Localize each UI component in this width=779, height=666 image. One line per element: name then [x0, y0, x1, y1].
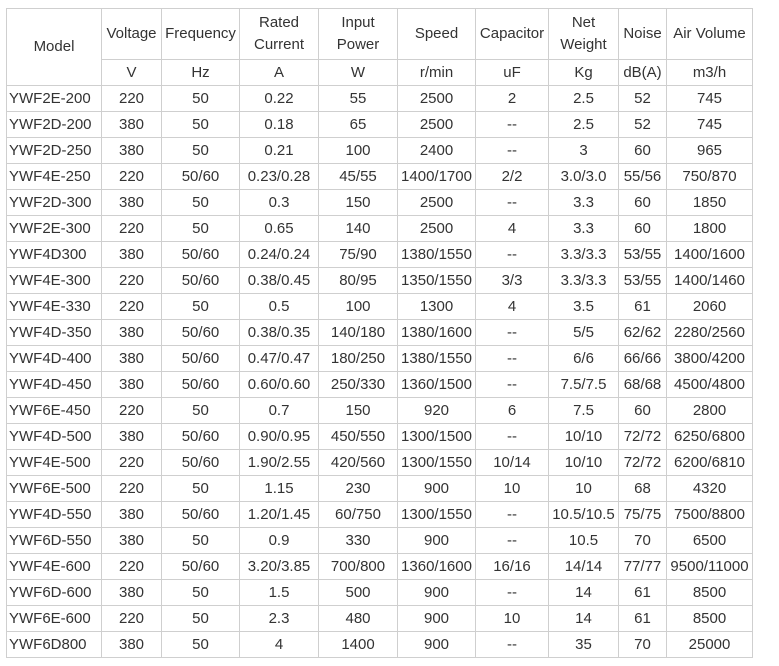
cell-frequency: 50 [162, 606, 240, 632]
cell-model: YWF4E-300 [7, 268, 102, 294]
cell-capacitor: -- [476, 346, 549, 372]
cell-noise: 70 [619, 528, 667, 554]
cell-capacitor: -- [476, 502, 549, 528]
cell-voltage: 220 [102, 554, 162, 580]
table-row [7, 424, 753, 450]
table-row [7, 606, 753, 632]
cell-input-power: 480 [319, 606, 398, 632]
header-voltage-line1: Voltage [106, 25, 157, 42]
cell-air-volume: 3800/4200 [667, 346, 753, 372]
cell-speed: 2500 [398, 190, 476, 216]
cell-speed: 1350/1550 [398, 268, 476, 294]
cell-net-weight: 6/6 [549, 346, 619, 372]
table-row [7, 86, 753, 112]
unit-noise: dB(A) [619, 60, 667, 86]
cell-model: YWF4D-400 [7, 346, 102, 372]
cell-net-weight: 2.5 [549, 112, 619, 138]
cell-capacitor: 10/14 [476, 450, 549, 476]
cell-noise: 61 [619, 294, 667, 320]
cell-input-power: 75/90 [319, 242, 398, 268]
cell-net-weight: 3.3 [549, 190, 619, 216]
cell-air-volume: 6250/6800 [667, 424, 753, 450]
cell-capacitor: -- [476, 320, 549, 346]
cell-model: YWF4D-350 [7, 320, 102, 346]
cell-input-power: 180/250 [319, 346, 398, 372]
cell-voltage: 380 [102, 502, 162, 528]
cell-input-power: 45/55 [319, 164, 398, 190]
cell-model: YWF4E-330 [7, 294, 102, 320]
header-rated-current-line2: Current [253, 36, 305, 53]
cell-net-weight: 3.0/3.0 [549, 164, 619, 190]
cell-speed: 1360/1500 [398, 372, 476, 398]
header-rated-current [240, 9, 319, 60]
cell-rated-current: 0.22 [240, 86, 319, 112]
cell-voltage: 220 [102, 398, 162, 424]
cell-voltage: 220 [102, 164, 162, 190]
cell-input-power: 330 [319, 528, 398, 554]
cell-noise: 61 [619, 606, 667, 632]
cell-capacitor: 2/2 [476, 164, 549, 190]
cell-net-weight: 5/5 [549, 320, 619, 346]
cell-noise: 52 [619, 86, 667, 112]
cell-rated-current: 0.9 [240, 528, 319, 554]
cell-model: YWF4D-500 [7, 424, 102, 450]
cell-voltage: 380 [102, 242, 162, 268]
cell-speed: 920 [398, 398, 476, 424]
cell-rated-current: 0.65 [240, 216, 319, 242]
cell-voltage: 220 [102, 476, 162, 502]
cell-air-volume: 1400/1600 [667, 242, 753, 268]
cell-capacitor: 6 [476, 398, 549, 424]
cell-capacitor: -- [476, 528, 549, 554]
header-input-power-line1: Input [341, 14, 375, 31]
cell-voltage: 380 [102, 190, 162, 216]
cell-net-weight: 2.5 [549, 86, 619, 112]
cell-rated-current: 3.20/3.85 [240, 554, 319, 580]
cell-rated-current: 0.18 [240, 112, 319, 138]
cell-model: YWF4E-500 [7, 450, 102, 476]
cell-speed: 1360/1600 [398, 554, 476, 580]
cell-frequency: 50/60 [162, 242, 240, 268]
table-row [7, 398, 753, 424]
cell-capacitor: -- [476, 112, 549, 138]
cell-rated-current: 0.38/0.35 [240, 320, 319, 346]
cell-speed: 900 [398, 476, 476, 502]
unit-voltage: V [102, 60, 162, 86]
cell-frequency: 50 [162, 86, 240, 112]
cell-air-volume: 4320 [667, 476, 753, 502]
cell-capacitor: 16/16 [476, 554, 549, 580]
cell-air-volume: 6200/6810 [667, 450, 753, 476]
cell-speed: 1300/1550 [398, 450, 476, 476]
cell-rated-current: 0.60/0.60 [240, 372, 319, 398]
header-rated-current-line1: Rated [258, 14, 300, 31]
cell-noise: 52 [619, 112, 667, 138]
cell-voltage: 220 [102, 268, 162, 294]
cell-noise: 61 [619, 580, 667, 606]
cell-voltage: 380 [102, 138, 162, 164]
cell-net-weight: 10.5 [549, 528, 619, 554]
cell-model: YWF6E-450 [7, 398, 102, 424]
cell-frequency: 50/60 [162, 320, 240, 346]
cell-frequency: 50 [162, 398, 240, 424]
cell-voltage: 380 [102, 346, 162, 372]
cell-capacitor: -- [476, 138, 549, 164]
cell-speed: 900 [398, 606, 476, 632]
cell-voltage: 220 [102, 294, 162, 320]
cell-capacitor: -- [476, 424, 549, 450]
unit-input-power: W [319, 60, 398, 86]
cell-net-weight: 7.5 [549, 398, 619, 424]
cell-air-volume: 2060 [667, 294, 753, 320]
cell-net-weight: 10/10 [549, 450, 619, 476]
cell-speed: 1300/1550 [398, 502, 476, 528]
unit-capacitor: uF [476, 60, 549, 86]
cell-speed: 1380/1550 [398, 242, 476, 268]
cell-net-weight: 14/14 [549, 554, 619, 580]
table-row [7, 294, 753, 320]
cell-net-weight: 10 [549, 476, 619, 502]
header-capacitor [476, 9, 549, 60]
table-row [7, 320, 753, 346]
cell-rated-current: 0.21 [240, 138, 319, 164]
cell-capacitor: -- [476, 372, 549, 398]
cell-voltage: 380 [102, 528, 162, 554]
cell-speed: 2500 [398, 112, 476, 138]
cell-model: YWF6E-500 [7, 476, 102, 502]
cell-input-power: 80/95 [319, 268, 398, 294]
fan-spec-table [6, 8, 753, 658]
header-noise [619, 9, 667, 60]
cell-frequency: 50/60 [162, 268, 240, 294]
cell-frequency: 50/60 [162, 424, 240, 450]
cell-model: YWF4D-450 [7, 372, 102, 398]
unit-net-weight: Kg [549, 60, 619, 86]
cell-speed: 1400/1700 [398, 164, 476, 190]
cell-model: YWF2E-300 [7, 216, 102, 242]
cell-rated-current: 0.47/0.47 [240, 346, 319, 372]
header-input-power [319, 9, 398, 60]
cell-air-volume: 745 [667, 112, 753, 138]
cell-frequency: 50 [162, 528, 240, 554]
cell-rated-current: 1.15 [240, 476, 319, 502]
cell-air-volume: 1850 [667, 190, 753, 216]
cell-input-power: 420/560 [319, 450, 398, 476]
cell-noise: 70 [619, 632, 667, 658]
cell-net-weight: 3 [549, 138, 619, 164]
cell-air-volume: 25000 [667, 632, 753, 658]
header-model [7, 9, 102, 86]
cell-noise: 62/62 [619, 320, 667, 346]
cell-model: YWF2D-200 [7, 112, 102, 138]
units-row [7, 60, 753, 86]
cell-frequency: 50/60 [162, 502, 240, 528]
table-row [7, 112, 753, 138]
cell-noise: 75/75 [619, 502, 667, 528]
cell-net-weight: 10/10 [549, 424, 619, 450]
cell-voltage: 220 [102, 606, 162, 632]
cell-capacitor: -- [476, 242, 549, 268]
cell-capacitor: 10 [476, 476, 549, 502]
header-input-power-line2: Power [336, 36, 380, 53]
cell-voltage: 380 [102, 580, 162, 606]
header-speed-line1: Speed [414, 25, 459, 42]
table-row [7, 372, 753, 398]
cell-frequency: 50 [162, 216, 240, 242]
cell-voltage: 220 [102, 216, 162, 242]
cell-noise: 60 [619, 398, 667, 424]
cell-air-volume: 745 [667, 86, 753, 112]
cell-voltage: 380 [102, 112, 162, 138]
cell-speed: 900 [398, 580, 476, 606]
cell-noise: 53/55 [619, 242, 667, 268]
cell-frequency: 50 [162, 632, 240, 658]
cell-input-power: 60/750 [319, 502, 398, 528]
cell-voltage: 380 [102, 372, 162, 398]
table-row [7, 216, 753, 242]
cell-input-power: 55 [319, 86, 398, 112]
table-row [7, 528, 753, 554]
cell-speed: 1380/1600 [398, 320, 476, 346]
cell-frequency: 50 [162, 476, 240, 502]
header-net-weight-line1: Net [571, 14, 596, 31]
cell-capacitor: 2 [476, 86, 549, 112]
cell-net-weight: 3.3/3.3 [549, 242, 619, 268]
cell-noise: 53/55 [619, 268, 667, 294]
table-row [7, 268, 753, 294]
cell-air-volume: 6500 [667, 528, 753, 554]
cell-net-weight: 35 [549, 632, 619, 658]
cell-frequency: 50/60 [162, 346, 240, 372]
table-row [7, 502, 753, 528]
cell-air-volume: 8500 [667, 606, 753, 632]
unit-rated-current: A [240, 60, 319, 86]
cell-model: YWF2D-300 [7, 190, 102, 216]
cell-input-power: 450/550 [319, 424, 398, 450]
cell-input-power: 150 [319, 398, 398, 424]
cell-frequency: 50 [162, 190, 240, 216]
cell-noise: 60 [619, 216, 667, 242]
cell-input-power: 140/180 [319, 320, 398, 346]
spec-table-container [6, 8, 753, 658]
header-model-line1: Model [33, 38, 75, 55]
cell-capacitor: -- [476, 190, 549, 216]
table-row [7, 450, 753, 476]
table-row [7, 632, 753, 658]
cell-input-power: 65 [319, 112, 398, 138]
header-net-weight-line2: Weight [560, 36, 607, 53]
cell-voltage: 220 [102, 450, 162, 476]
cell-noise: 72/72 [619, 424, 667, 450]
cell-frequency: 50 [162, 580, 240, 606]
cell-rated-current: 0.3 [240, 190, 319, 216]
cell-noise: 55/56 [619, 164, 667, 190]
cell-model: YWF4E-600 [7, 554, 102, 580]
cell-model: YWF4E-250 [7, 164, 102, 190]
cell-air-volume: 2280/2560 [667, 320, 753, 346]
header-frequency-line1: Frequency [165, 25, 236, 42]
cell-speed: 2500 [398, 86, 476, 112]
table-row [7, 476, 753, 502]
header-capacitor-line1: Capacitor [479, 25, 545, 42]
cell-speed: 2500 [398, 216, 476, 242]
cell-rated-current: 1.20/1.45 [240, 502, 319, 528]
cell-speed: 1300 [398, 294, 476, 320]
cell-capacitor: 10 [476, 606, 549, 632]
cell-capacitor: 3/3 [476, 268, 549, 294]
cell-capacitor: -- [476, 632, 549, 658]
cell-capacitor: 4 [476, 294, 549, 320]
cell-frequency: 50/60 [162, 372, 240, 398]
cell-air-volume: 9500/11000 [667, 554, 753, 580]
unit-air-volume: m3/h [667, 60, 753, 86]
cell-input-power: 700/800 [319, 554, 398, 580]
cell-noise: 60 [619, 138, 667, 164]
cell-air-volume: 1800 [667, 216, 753, 242]
cell-noise: 72/72 [619, 450, 667, 476]
cell-rated-current: 0.7 [240, 398, 319, 424]
cell-input-power: 500 [319, 580, 398, 606]
cell-net-weight: 14 [549, 580, 619, 606]
cell-frequency: 50 [162, 112, 240, 138]
cell-air-volume: 2800 [667, 398, 753, 424]
table-row [7, 580, 753, 606]
cell-frequency: 50 [162, 138, 240, 164]
cell-speed: 900 [398, 632, 476, 658]
cell-frequency: 50/60 [162, 450, 240, 476]
cell-air-volume: 8500 [667, 580, 753, 606]
cell-net-weight: 3.3 [549, 216, 619, 242]
cell-model: YWF4D300 [7, 242, 102, 268]
table-row [7, 190, 753, 216]
cell-input-power: 100 [319, 294, 398, 320]
cell-model: YWF6D800 [7, 632, 102, 658]
header-voltage [102, 9, 162, 60]
cell-capacitor: 4 [476, 216, 549, 242]
cell-noise: 60 [619, 190, 667, 216]
cell-input-power: 100 [319, 138, 398, 164]
table-row [7, 346, 753, 372]
cell-rated-current: 0.38/0.45 [240, 268, 319, 294]
table-row [7, 164, 753, 190]
cell-air-volume: 750/870 [667, 164, 753, 190]
header-noise-line1: Noise [623, 25, 662, 42]
cell-input-power: 250/330 [319, 372, 398, 398]
header-air-volume [667, 9, 753, 60]
cell-frequency: 50 [162, 294, 240, 320]
cell-voltage: 380 [102, 320, 162, 346]
cell-noise: 77/77 [619, 554, 667, 580]
cell-model: YWF2E-200 [7, 86, 102, 112]
header-row [7, 9, 753, 60]
cell-air-volume: 1400/1460 [667, 268, 753, 294]
cell-air-volume: 965 [667, 138, 753, 164]
cell-rated-current: 2.3 [240, 606, 319, 632]
cell-input-power: 1400 [319, 632, 398, 658]
cell-speed: 1380/1550 [398, 346, 476, 372]
cell-net-weight: 3.5 [549, 294, 619, 320]
cell-voltage: 380 [102, 632, 162, 658]
table-row [7, 554, 753, 580]
unit-speed: r/min [398, 60, 476, 86]
header-air-volume-line1: Air Volume [673, 25, 746, 42]
cell-noise: 66/66 [619, 346, 667, 372]
cell-noise: 68 [619, 476, 667, 502]
cell-capacitor: -- [476, 580, 549, 606]
table-row [7, 242, 753, 268]
cell-rated-current: 0.90/0.95 [240, 424, 319, 450]
cell-voltage: 380 [102, 424, 162, 450]
cell-speed: 900 [398, 528, 476, 554]
cell-net-weight: 14 [549, 606, 619, 632]
header-net-weight [549, 9, 619, 60]
header-frequency [162, 9, 240, 60]
table-row [7, 138, 753, 164]
cell-frequency: 50/60 [162, 554, 240, 580]
cell-rated-current: 1.5 [240, 580, 319, 606]
cell-rated-current: 0.24/0.24 [240, 242, 319, 268]
cell-model: YWF2D-250 [7, 138, 102, 164]
cell-rated-current: 1.90/2.55 [240, 450, 319, 476]
cell-net-weight: 10.5/10.5 [549, 502, 619, 528]
cell-rated-current: 0.23/0.28 [240, 164, 319, 190]
cell-frequency: 50/60 [162, 164, 240, 190]
cell-model: YWF6D-550 [7, 528, 102, 554]
cell-voltage: 220 [102, 86, 162, 112]
cell-model: YWF6E-600 [7, 606, 102, 632]
cell-net-weight: 7.5/7.5 [549, 372, 619, 398]
unit-frequency: Hz [162, 60, 240, 86]
cell-air-volume: 4500/4800 [667, 372, 753, 398]
cell-noise: 68/68 [619, 372, 667, 398]
cell-net-weight: 3.3/3.3 [549, 268, 619, 294]
cell-speed: 2400 [398, 138, 476, 164]
cell-input-power: 230 [319, 476, 398, 502]
cell-model: YWF6D-600 [7, 580, 102, 606]
cell-model: YWF4D-550 [7, 502, 102, 528]
cell-input-power: 140 [319, 216, 398, 242]
cell-air-volume: 7500/8800 [667, 502, 753, 528]
cell-input-power: 150 [319, 190, 398, 216]
header-speed [398, 9, 476, 60]
cell-rated-current: 0.5 [240, 294, 319, 320]
cell-rated-current: 4 [240, 632, 319, 658]
cell-speed: 1300/1500 [398, 424, 476, 450]
